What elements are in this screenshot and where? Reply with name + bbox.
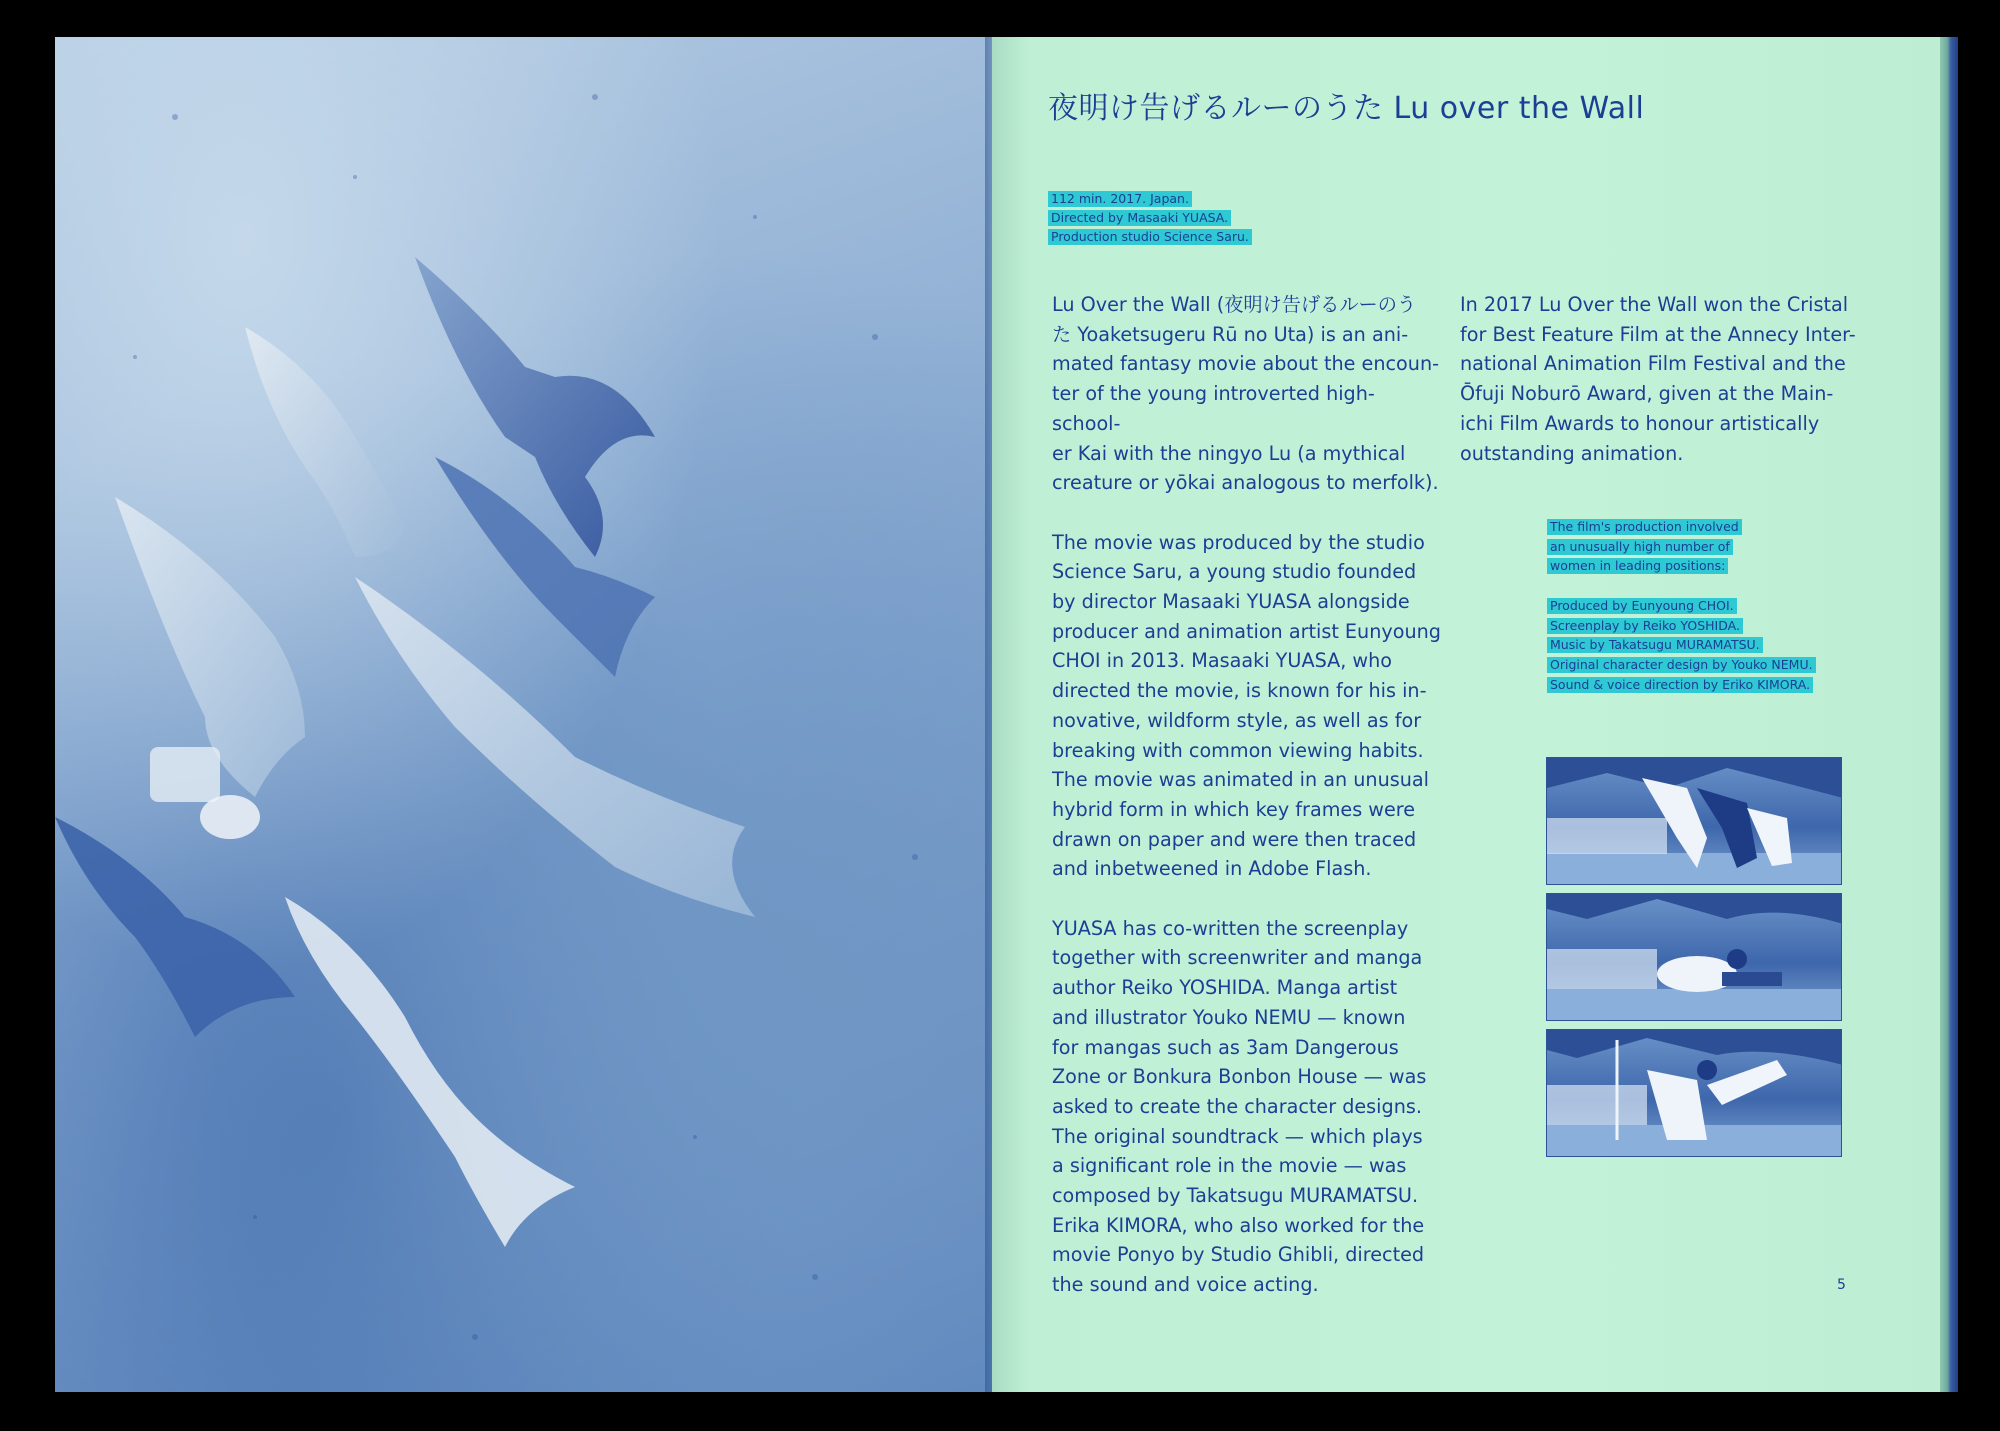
film-still-2: [1546, 893, 1842, 1021]
credit-character-design: Original character design by Youko NEMU.: [1547, 657, 1816, 673]
credit-music: Music by Takatsugu MURAMATSU.: [1547, 637, 1763, 653]
paragraph-crew: YUASA has co-written the screenplay together with screenwriter and manga author Reiko YOSHIDA. Manga artist and illustrator Youko NEMU — known for mangas such as 3am Dangerous Zone or Bonkura Bonbon House — was asked to create the character designs. The original soundtrack — which plays a significant role in the movie — was composed by Takatsugu MURAMATSU. Erika KIMORA, who also worked for the movie Ponyo by Studio Ghibli, directed the sound and voice acting.: [1052, 916, 1427, 1297]
film-stills: [1546, 757, 1842, 1165]
credit-sound-direction: Sound & voice direction by Eriko KIMORA.: [1547, 677, 1813, 693]
credit-screenplay: Screenplay by Reiko YOSHIDA.: [1547, 618, 1743, 634]
credits-intro-line: The film's production involved: [1547, 519, 1742, 535]
body-column-left: [1052, 290, 1442, 1300]
paragraph-awards: In 2017 Lu Over the Wall won the Cristal for Best Feature Film at the Annecy Inter- national Animation Film Festival and the Ōfuji Noburō Award, given at the Main- ichi Film Awards to honour artistically outstanding animation.: [1460, 293, 1856, 465]
text-page: [992, 37, 1940, 1392]
film-still-3-illustration: [1547, 1030, 1842, 1157]
paragraph-studio: The movie was produced by the studio Science Saru, a young studio founded by director Masaaki YUASA alongside producer and animation artist Eunyoung CHOI in 2013. Masaaki YUASA, who directed the movie, is known for his in- novative, wildform style, as well as for breaking with common viewing habits. The movie was animated in an unusual hybrid form in which key frames were drawn on paper and were then traced and inbetweened in Adobe Flash.: [1052, 530, 1441, 881]
credit-producer: Produced by Eunyoung CHOI.: [1547, 598, 1737, 614]
credits-intro-line: an unusually high number of: [1547, 539, 1733, 555]
paragraph-intro: Lu Over the Wall (夜明け告げるルーのう た Yoaketsugeru Rū no Uta) is an ani- mated fantasy movie about the encoun- ter of the young introverted high-school- er Kai with the ningyo Lu (a mythical creature or yōkai analogous to merfolk).: [1052, 293, 1440, 495]
page-title: 夜明け告げるルーのうた Lu over the Wall: [1048, 91, 1645, 126]
page-number: 5: [1837, 1277, 1846, 1293]
body-column-right: [1460, 290, 1860, 498]
credits-roles: [1547, 596, 1877, 695]
credits-box: [1547, 517, 1877, 714]
meta-director: Directed by Masaaki YUASA.: [1048, 210, 1231, 226]
mermaid-tails-photo: [55, 37, 992, 1392]
film-still-2-illustration: [1547, 894, 1842, 1021]
film-meta: [1048, 189, 1252, 246]
meta-runtime: 112 min. 2017. Japan.: [1048, 191, 1192, 207]
page-edge: [1940, 37, 1958, 1392]
film-still-1-illustration: [1547, 758, 1842, 885]
credits-intro: [1547, 517, 1877, 576]
film-still-3: [1546, 1029, 1842, 1157]
film-still-1: [1546, 757, 1842, 885]
meta-studio: Production studio Science Saru.: [1048, 229, 1252, 245]
credits-intro-line: women in leading positions:: [1547, 558, 1728, 574]
mermaid-tails-illustration: [55, 37, 992, 1392]
